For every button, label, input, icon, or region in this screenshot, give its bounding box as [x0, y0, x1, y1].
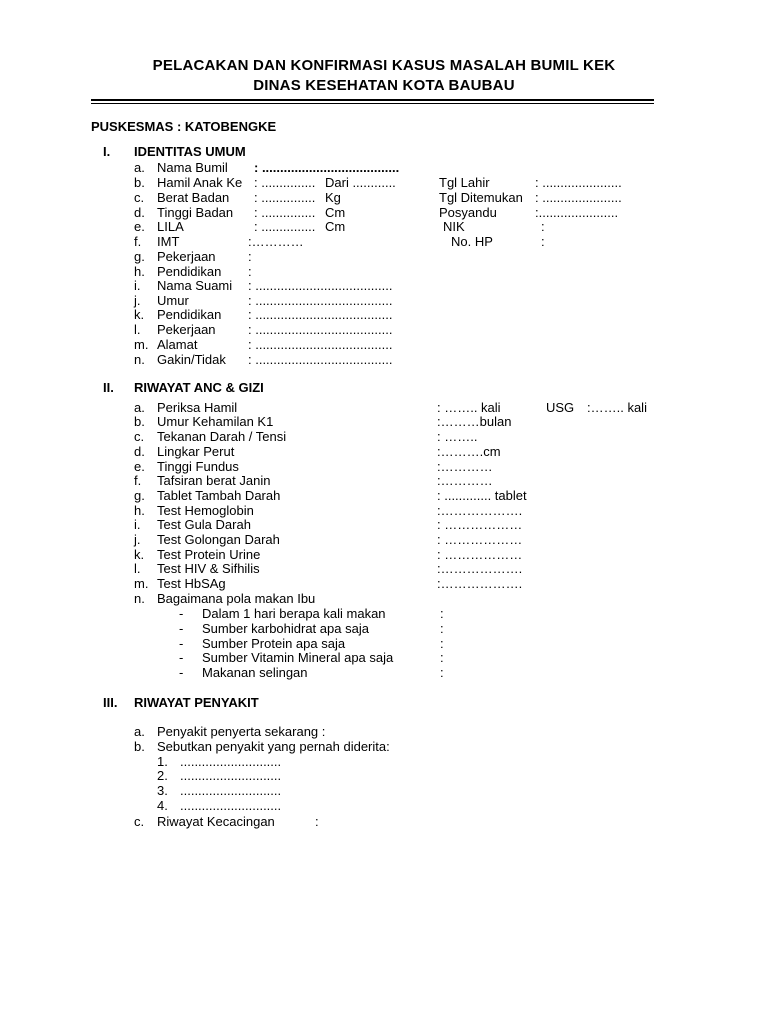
- sub-item-label: Makanan selingan: [202, 665, 308, 680]
- dash-marker: -: [179, 636, 184, 651]
- field-label: Pendidikan: [157, 307, 222, 322]
- item-marker: e.: [134, 459, 145, 474]
- field-value: : ......................................: [254, 160, 400, 175]
- field-label: Sebutkan penyakit yang pernah diderita:: [157, 739, 390, 754]
- list-value: ............................: [180, 783, 282, 798]
- item-marker: a.: [134, 400, 145, 415]
- field-label: Tinggi Badan: [157, 205, 234, 220]
- item-marker: a.: [134, 160, 145, 175]
- field-value: : ...............: [254, 205, 316, 220]
- sub-item-label: Sumber karbohidrat apa saja: [202, 621, 369, 636]
- list-value: ............................: [180, 768, 282, 783]
- field-value: :……….cm: [437, 444, 501, 459]
- field-label: Pekerjaan: [157, 249, 216, 264]
- field-hamil-anak-ke: [0, 176, 768, 191]
- item-marker: j.: [134, 532, 141, 547]
- field-nik-value: :: [541, 219, 545, 234]
- field-imt: [0, 235, 768, 250]
- sub-item-value: :: [440, 665, 444, 680]
- field-value: : ......................................: [248, 352, 393, 367]
- item-marker: c.: [134, 814, 145, 829]
- field-label: Bagaimana pola makan Ibu: [157, 591, 316, 606]
- field-unit: Kg: [325, 190, 341, 205]
- field-pola-makan: [0, 592, 768, 607]
- field-tafsiran-berat-janin: [0, 474, 768, 489]
- field-value: :…………: [248, 234, 304, 249]
- field-value: :: [315, 814, 319, 829]
- item-marker: a.: [134, 724, 145, 739]
- field-label: Berat Badan: [157, 190, 230, 205]
- field-alamat: [0, 338, 768, 353]
- field-value: : ............. tablet: [437, 488, 527, 503]
- section-1-number: I.: [103, 144, 111, 159]
- sub-item-label: Dalam 1 hari berapa kali makan: [202, 606, 386, 621]
- item-marker: c.: [134, 429, 145, 444]
- item-marker: b.: [134, 414, 145, 429]
- field-label: Test Golongan Darah: [157, 532, 280, 547]
- field-nik-label: NIK: [443, 219, 465, 234]
- list-number: 4.: [157, 798, 168, 813]
- section-3-number: III.: [103, 695, 118, 710]
- field-value: : ...............: [254, 190, 316, 205]
- field-umur-kehamilan-k1: [0, 415, 768, 430]
- field-test-gula-darah: [0, 518, 768, 533]
- list-item: [0, 799, 768, 814]
- field-value: : ……..: [437, 429, 478, 444]
- field-label: Test HIV & Sifhilis: [157, 561, 260, 576]
- list-number: 2.: [157, 768, 168, 783]
- field-label: Tablet Tambah Darah: [157, 488, 281, 503]
- list-value: ............................: [180, 754, 282, 769]
- field-label: Test HbSAg: [157, 576, 226, 591]
- field-label: Tinggi Fundus: [157, 459, 239, 474]
- field-label: Riwayat Kecacingan: [157, 814, 275, 829]
- sub-item-makan-sehari: [0, 607, 768, 622]
- item-marker: d.: [134, 444, 145, 459]
- item-marker: g.: [134, 249, 145, 264]
- item-marker: m.: [134, 576, 149, 591]
- item-marker: l.: [134, 561, 141, 576]
- item-marker: k.: [134, 307, 145, 322]
- field-tinggi-fundus: [0, 460, 768, 475]
- field-label: Tafsiran berat Janin: [157, 473, 271, 488]
- item-marker: h.: [134, 503, 145, 518]
- sub-item-value: :: [440, 606, 444, 621]
- field-posyandu-label: Posyandu: [439, 205, 497, 220]
- item-marker: f.: [134, 473, 142, 488]
- item-marker: d.: [134, 205, 145, 220]
- item-marker: b.: [134, 739, 145, 754]
- sub-item-makanan-selingan: [0, 666, 768, 681]
- field-posyandu-value: :......................: [535, 205, 619, 220]
- field-value: :………bulan: [437, 414, 512, 429]
- field-usg-value: :…….. kali: [587, 400, 647, 415]
- sub-item-label: Sumber Protein apa saja: [202, 636, 346, 651]
- field-value: : …….. kali: [437, 400, 501, 415]
- item-marker: m.: [134, 337, 149, 352]
- sub-item-label: Sumber Vitamin Mineral apa saja: [202, 650, 394, 665]
- field-value: : ......................................: [248, 278, 393, 293]
- field-lingkar-perut: [0, 445, 768, 460]
- sub-item-value: :: [440, 621, 444, 636]
- list-number: 1.: [157, 754, 168, 769]
- dash-marker: -: [179, 650, 184, 665]
- field-tablet-tambah-darah: [0, 489, 768, 504]
- field-berat-badan: [0, 191, 768, 206]
- header-rule-thin: [91, 103, 654, 104]
- field-value: :…………: [437, 459, 493, 474]
- field-label: Test Protein Urine: [157, 547, 261, 562]
- field-label: Periksa Hamil: [157, 400, 238, 415]
- field-label: Test Gula Darah: [157, 517, 251, 532]
- list-item: [0, 769, 768, 784]
- field-label: Nama Suami: [157, 278, 233, 293]
- field-tgl-ditemukan-label: Tgl Ditemukan: [439, 190, 523, 205]
- section-1-title: IDENTITAS UMUM: [134, 144, 246, 159]
- field-lila: [0, 220, 768, 235]
- field-label: LILA: [157, 219, 184, 234]
- field-test-golongan-darah: [0, 533, 768, 548]
- document-subtitle: DINAS KESEHATAN KOTA BAUBAU: [253, 77, 515, 94]
- dash-marker: -: [179, 665, 184, 680]
- field-label: Umur: [157, 293, 189, 308]
- field-value: : ...............: [254, 219, 316, 234]
- field-tgl-lahir-value: : ......................: [535, 175, 622, 190]
- field-label: IMT: [157, 234, 180, 249]
- list-item: [0, 755, 768, 770]
- item-marker: n.: [134, 591, 145, 606]
- item-marker: h.: [134, 264, 145, 279]
- field-no-hp-label: No. HP: [451, 234, 493, 249]
- field-value: :……………….: [437, 576, 523, 591]
- header-rule-thick: [91, 99, 654, 101]
- field-gakin: [0, 353, 768, 368]
- field-label: Tekanan Darah / Tensi: [157, 429, 287, 444]
- field-value: :…………: [437, 473, 493, 488]
- field-tinggi-badan: [0, 206, 768, 221]
- section-2-title: RIWAYAT ANC & GIZI: [134, 380, 264, 395]
- field-label: Hamil Anak Ke: [157, 175, 243, 190]
- section-3-title: RIWAYAT PENYAKIT: [134, 695, 259, 710]
- field-value: : ......................................: [248, 307, 393, 322]
- field-riwayat-kecacingan: [0, 815, 768, 830]
- field-value: : ......................................: [248, 337, 393, 352]
- field-dari: Dari ............: [325, 175, 396, 190]
- field-tgl-ditemukan-value: : ......................: [535, 190, 622, 205]
- sub-item-value: :: [440, 650, 444, 665]
- field-label: Lingkar Perut: [157, 444, 235, 459]
- sub-item-karbohidrat: [0, 622, 768, 637]
- field-unit: Cm: [325, 219, 346, 234]
- item-marker: l.: [134, 322, 141, 337]
- field-value: :: [248, 249, 252, 264]
- item-marker: i.: [134, 517, 141, 532]
- field-nama-bumil: [0, 161, 768, 176]
- field-penyakit-pernah: [0, 740, 768, 755]
- field-label: Penyakit penyerta sekarang :: [157, 724, 326, 739]
- item-marker: e.: [134, 219, 145, 234]
- puskesmas-label: PUSKESMAS : KATOBENGKE: [91, 119, 277, 134]
- item-marker: g.: [134, 488, 145, 503]
- field-periksa-hamil: [0, 401, 768, 416]
- field-test-hbsag: [0, 577, 768, 592]
- sub-item-vitamin-mineral: [0, 651, 768, 666]
- field-value: : ………………: [437, 532, 523, 547]
- field-tgl-lahir-label: Tgl Lahir: [439, 175, 490, 190]
- item-marker: j.: [134, 293, 141, 308]
- field-penyakit-penyerta: [0, 725, 768, 740]
- field-label: Gakin/Tidak: [157, 352, 226, 367]
- item-marker: b.: [134, 175, 145, 190]
- field-value: : ......................................: [248, 293, 393, 308]
- field-test-protein-urine: [0, 548, 768, 563]
- field-tekanan-darah: [0, 430, 768, 445]
- field-usg-label: USG: [546, 400, 575, 415]
- dash-marker: -: [179, 606, 184, 621]
- field-no-hp-value: :: [541, 234, 545, 249]
- field-value: : ………………: [437, 547, 523, 562]
- sub-item-value: :: [440, 636, 444, 651]
- field-nama-suami: [0, 279, 768, 294]
- item-marker: n.: [134, 352, 145, 367]
- list-item: [0, 784, 768, 799]
- field-pendidikan-suami: [0, 308, 768, 323]
- field-value: : ...............: [254, 175, 316, 190]
- field-label: Pendidikan: [157, 264, 222, 279]
- field-test-hiv-sifhilis: [0, 562, 768, 577]
- item-marker: k.: [134, 547, 145, 562]
- item-marker: c.: [134, 190, 145, 205]
- field-pekerjaan: [0, 250, 768, 265]
- field-label: Umur Kehamilan K1: [157, 414, 274, 429]
- item-marker: i.: [134, 278, 141, 293]
- field-label: Pekerjaan: [157, 322, 216, 337]
- field-label: Nama Bumil: [157, 160, 228, 175]
- field-value: :……………….: [437, 503, 523, 518]
- field-value: : ......................................: [248, 322, 393, 337]
- field-label: Alamat: [157, 337, 198, 352]
- field-unit: Cm: [325, 205, 346, 220]
- item-marker: f.: [134, 234, 142, 249]
- field-label: Test Hemoglobin: [157, 503, 254, 518]
- section-2-number: II.: [103, 380, 114, 395]
- field-value: : ………………: [437, 517, 523, 532]
- list-value: ............................: [180, 798, 282, 813]
- field-pekerjaan-suami: [0, 323, 768, 338]
- dash-marker: -: [179, 621, 184, 636]
- field-test-hemoglobin: [0, 504, 768, 519]
- field-value: :: [248, 264, 252, 279]
- field-value: :……………….: [437, 561, 523, 576]
- document-title: PELACAKAN DAN KONFIRMASI KASUS MASALAH BUMIL KEK: [152, 57, 616, 74]
- list-number: 3.: [157, 783, 168, 798]
